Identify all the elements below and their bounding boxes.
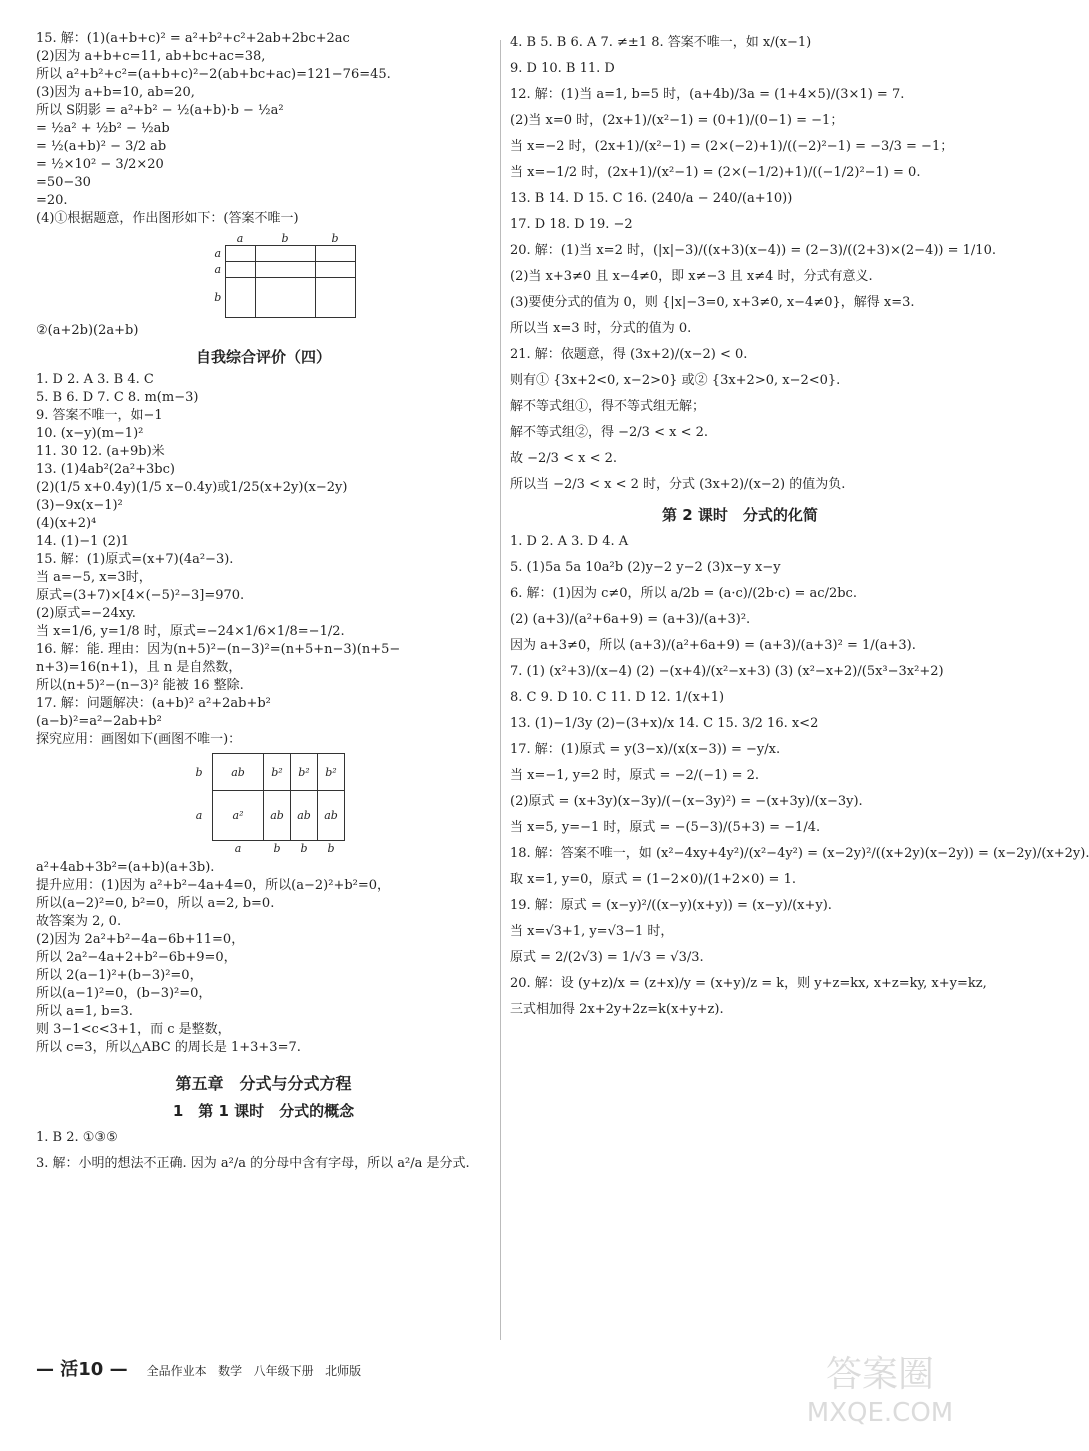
answer-block [36, 1125, 491, 1177]
answer-line: 21. 解：依题意，得 (3x+2)/(x−2) < 0. [510, 347, 748, 362]
answer-line: 当 a=−5, x=3时， [36, 570, 152, 585]
grid-label: a [214, 247, 222, 260]
answer-line: 15. 解：(1)(a+b+c)² = a²+b²+c²+2ab+2bc+2ac [36, 31, 350, 46]
answer-line: = ½(a+b)² − 3/2 ab [36, 139, 167, 154]
answer-line: 原式=(3+7)×[4×(−5)²−3]=970. [36, 588, 245, 603]
answer-line: (3)要使分式的值为 0，则 {|x|−3=0, x+3≠0, x−4≠0}，解得 x=3. [510, 295, 915, 310]
section-heading: 自我综合评价（四） [195, 348, 331, 366]
answer-line: 5. B 6. D 7. C 8. m(m−3) [36, 390, 199, 405]
answer-line: 17. 解：问题解决：(a+b)² a²+2ab+b² [36, 696, 271, 711]
grid-cell: ab [318, 791, 345, 841]
answer-line: 所以 2(a−1)²+(b−3)²=0， [36, 968, 203, 983]
grid-label: b [281, 232, 289, 245]
grid-label: a [214, 263, 222, 276]
page-number: — 活10 — [36, 1359, 128, 1380]
answer-line: 当 x=−2 时，(2x+1)/(x²−1) = (2×(−2)+1)/((−2)²−1) = −3/3 = −1； [510, 139, 954, 154]
grid-label: b [273, 841, 281, 855]
page-footer [36, 1355, 361, 1381]
subject: 数学 [218, 1364, 243, 1378]
answer-line: 所以 a=1, b=3. [36, 1004, 133, 1019]
edition: 北师版 [325, 1364, 362, 1378]
grid-label: a [234, 841, 242, 855]
grid-label: b [300, 841, 308, 855]
lesson-heading: 第 2 课时 分式的化简 [662, 506, 818, 524]
answer-line: 探究应用：画图如下(画图不唯一)： [36, 732, 242, 747]
grade: 八年级下册 [253, 1364, 314, 1378]
answer-line: 所以 2a²−4a+2+b²−6b+9=0， [36, 950, 237, 965]
answer-line: a²+4ab+3b²=(a+b)(a+3b). [36, 860, 215, 875]
answer-line: 三式相加得 2x+2y+2z=k(x+y+z). [510, 1002, 724, 1017]
answer-line: 17. 解：(1)原式 = y(3−x)/(x(x−3)) = −y/x. [510, 742, 781, 757]
answer-line: 则有① {3x+2<0, x−2>0} 或② {3x+2>0, x−2<0}. [510, 373, 841, 388]
column-divider [500, 40, 501, 1340]
answer-line: 15. 解：(1)原式=(x+7)(4a²−3). [36, 552, 234, 567]
answer-line: 19. 解：原式 = (x−y)²/((x−y)(x+y)) = (x−y)/(x+y). [510, 898, 832, 913]
answer-line: 所以(a−1)²=0，(b−3)²=0， [36, 986, 212, 1001]
answer-line: =50−30 [36, 175, 91, 190]
answer-line: = ½a² + ½b² − ½ab [36, 121, 170, 136]
answer-line: 1. B 2. ①③⑤ [36, 1130, 118, 1145]
answer-line: 10. (x−y)(m−1)² [36, 426, 144, 441]
answer-line: 13. B 14. D 15. C 16. (240/a − 240/(a+10)) [510, 191, 793, 206]
grid-cell: ab [291, 791, 318, 841]
answer-line: 16. 解：能. 理由：因为(n+5)²−(n−3)²=(n+5+n−3)(n+5− [36, 642, 401, 657]
answer-line: 故 −2/3 < x < 2. [510, 451, 617, 466]
grid-cell: ab [213, 754, 264, 791]
answer-line: 当 x=5, y=−1 时，原式 = −(5−3)/(5+3) = −1/4. [510, 820, 821, 835]
answer-line: (2)原式=−24xy. [36, 606, 136, 621]
answer-line: 8. C 9. D 10. C 11. D 12. 1/(x+1) [510, 690, 725, 705]
answer-line: 1. D 2. A 3. B 4. C [36, 372, 154, 387]
answer-line: 11. 30 12. (a+9b)米 [36, 444, 165, 459]
grid-cell: b² [318, 754, 345, 791]
answer-line: (3)因为 a+b=10, ab=20, [36, 85, 195, 100]
answer-line: 13. (1)4ab²(2a²+3bc) [36, 462, 175, 477]
answer-line: 所以当 −2/3 < x < 2 时，分式 (3x+2)/(x−2) 的值为负. [510, 477, 846, 492]
answer-line: (2)(1/5 x+0.4y)(1/5 x−0.4y)或1/25(x+2y)(x−2y) [36, 480, 348, 495]
answer-line: (2) (a+3)/(a²+6a+9) = (a+3)/(a+3)². [510, 612, 751, 627]
book-title: 全品作业本 [146, 1364, 207, 1378]
answer-line: 当 x=−1, y=2 时，原式 = −2/(−1) = 2. [510, 768, 759, 783]
answer-line: =20. [36, 193, 68, 208]
answer-line: 当 x=√3+1, y=√3−1 时， [510, 924, 674, 939]
right-column [510, 30, 1089, 1023]
answer-line: (2)因为 a+b+c=11, ab+bc+ac=38, [36, 49, 266, 64]
area-figure-2 [186, 753, 345, 855]
answer-line: 1. D 2. A 3. D 4. A [510, 534, 629, 549]
answer-line: 解不等式组①，得不等式组无解； [510, 399, 706, 414]
grid-label: a [195, 809, 203, 822]
answer-line: 提升应用：(1)因为 a²+b²−4a+4=0，所以(a−2)²+b²=0， [36, 878, 391, 893]
answer-line: 12. 解：(1)当 a=1, b=5 时，(a+4b)/3a = (1+4×5)/(3×1) = 7. [510, 87, 905, 102]
answer-line: 则 3−1<c<3+1，而 c 是整数， [36, 1022, 231, 1037]
answer-line: (4)①根据题意，作出图形如下：(答案不唯一) [36, 211, 299, 226]
left-column [36, 30, 491, 1177]
answer-line: 7. (1) (x²+3)/(x−4) (2) −(x+4)/(x²−x+3) (3) (x²−x+2)/(5x³−3x²+2) [510, 664, 944, 679]
answer-line: = ½×10² − 3/2×20 [36, 157, 164, 172]
area-figure-1 [211, 232, 356, 318]
watermark-url: MXQE.COM [806, 1398, 954, 1428]
grid-cell: b² [291, 754, 318, 791]
answer-line: 故答案为 2, 0. [36, 914, 122, 929]
watermark-text: 答案圈 [825, 1354, 935, 1395]
answer-line: 取 x=1, y=0，原式 = (1−2×0)/(1+2×0) = 1. [510, 872, 796, 887]
answer-line: 4. B 5. B 6. A 7. ≠±1 8. 答案不唯一，如 x/(x−1) [510, 35, 812, 50]
answer-line: 因为 a+3≠0，所以 (a+3)/(a²+6a+9) = (a+3)/(a+3)² = 1/(a+3). [510, 638, 916, 653]
grid-label: b [195, 765, 203, 779]
answer-line: 9. D 10. B 11. D [510, 61, 615, 76]
answer-line: 所以当 x=3 时，分式的值为 0. [510, 321, 692, 336]
answer-line: 18. 解：答案不唯一，如 (x²−4xy+4y²)/(x²−4y²) = (x−2y)²/((x+2y)(x−2y)) = (x−2y)/(x+2y). [510, 846, 1089, 861]
answer-line: (2)当 x+3≠0 且 x−4≠0，即 x≠−3 且 x≠4 时，分式有意义. [510, 269, 873, 284]
answer-line: (3)−9x(x−1)² [36, 498, 123, 513]
answer-line: 当 x=1/6, y=1/8 时，原式=−24×1/6×1/8=−1/2. [36, 624, 345, 639]
answer-line: (2)原式 = (x+3y)(x−3y)/(−(x−3y)²) = −(x+3y)/(x−3y). [510, 794, 863, 809]
grid-label: b [214, 291, 222, 304]
answer-line: (2)当 x=0 时，(2x+1)/(x²−1) = (0+1)/(0−1) = −1； [510, 113, 844, 128]
grid-label: b [331, 232, 339, 245]
answer-line: 17. D 18. D 19. −2 [510, 217, 633, 232]
watermark-logo [780, 1341, 980, 1431]
answer-line: 5. (1)5a 5a 10a²b (2)y−2 y−2 (3)x−y x−y [510, 560, 781, 575]
grid-cell: b² [264, 754, 291, 791]
answer-line: 原式 = 2/(2√3) = 1/√3 = √3/3. [510, 950, 704, 965]
answer-line: 9. 答案不唯一，如−1 [36, 408, 163, 423]
grid-cell: ab [264, 791, 291, 841]
answer-block [36, 371, 491, 749]
answer-line: 20. 解：(1)当 x=2 时，(|x|−3)/((x+3)(x−4)) = (2−3)/((2+3)×(2−4)) = 1/10. [510, 243, 996, 258]
answer-line: 13. (1)−1/3y (2)−(3+x)/x 14. C 15. 3/2 16. x<2 [510, 716, 819, 731]
answer-line: 所以 c=3，所以△ABC 的周长是 1+3+3=7. [36, 1040, 301, 1055]
answer-block [36, 322, 491, 340]
answer-line: n+3)=16(n+1)，且 n 是自然数， [36, 660, 242, 675]
answer-line: (4)(x+2)⁴ [36, 516, 97, 531]
answer-line: 当 x=−1/2 时，(2x+1)/(x²−1) = (2×(−1/2)+1)/((−1/2)²−1) = 0. [510, 165, 921, 180]
answer-line: (a−b)²=a²−2ab+b² [36, 714, 162, 729]
answer-block [510, 529, 1089, 1023]
answer-line: 14. (1)−1 (2)1 [36, 534, 130, 549]
lesson-heading: 1 第 1 课时 分式的概念 [172, 1102, 355, 1120]
answer-line: 6. 解：(1)因为 c≠0，所以 a/2b = (a·c)/(2b·c) = ac/2bc. [510, 586, 857, 601]
answer-block [36, 859, 491, 1057]
answer-line: ②(a+2b)(2a+b) [36, 323, 139, 338]
answer-line: 20. 解：设 (y+z)/x = (z+x)/y = (x+y)/z = k，则 y+z=kx, x+z=ky, x+y=kz, [510, 976, 987, 991]
answer-line: 所以(n+5)²−(n−3)² 能被 16 整除. [36, 678, 244, 693]
answer-block [36, 30, 491, 228]
grid-cell: a² [213, 791, 264, 841]
answer-line: 3. 解：小明的想法不正确. 因为 a²/a 的分母中含有字母，所以 a²/a 是分式. [36, 1156, 470, 1171]
answer-line: 所以(a−2)²=0, b²=0，所以 a=2, b=0. [36, 896, 275, 911]
answer-line: 所以 a²+b²+c²=(a+b+c)²−2(ab+bc+ac)=121−76=45. [36, 67, 391, 82]
answer-block [510, 30, 996, 498]
answer-line: 所以 S阴影 = a²+b² − ½(a+b)·b − ½a² [36, 103, 284, 118]
answer-line: 解不等式组②，得 −2/3 < x < 2. [510, 425, 708, 440]
answer-line: (2)因为 2a²+b²−4a−6b+11=0， [36, 932, 245, 947]
grid-label: a [236, 232, 244, 245]
chapter-heading: 第五章 分式与分式方程 [175, 1074, 352, 1093]
grid-label: b [327, 841, 335, 855]
